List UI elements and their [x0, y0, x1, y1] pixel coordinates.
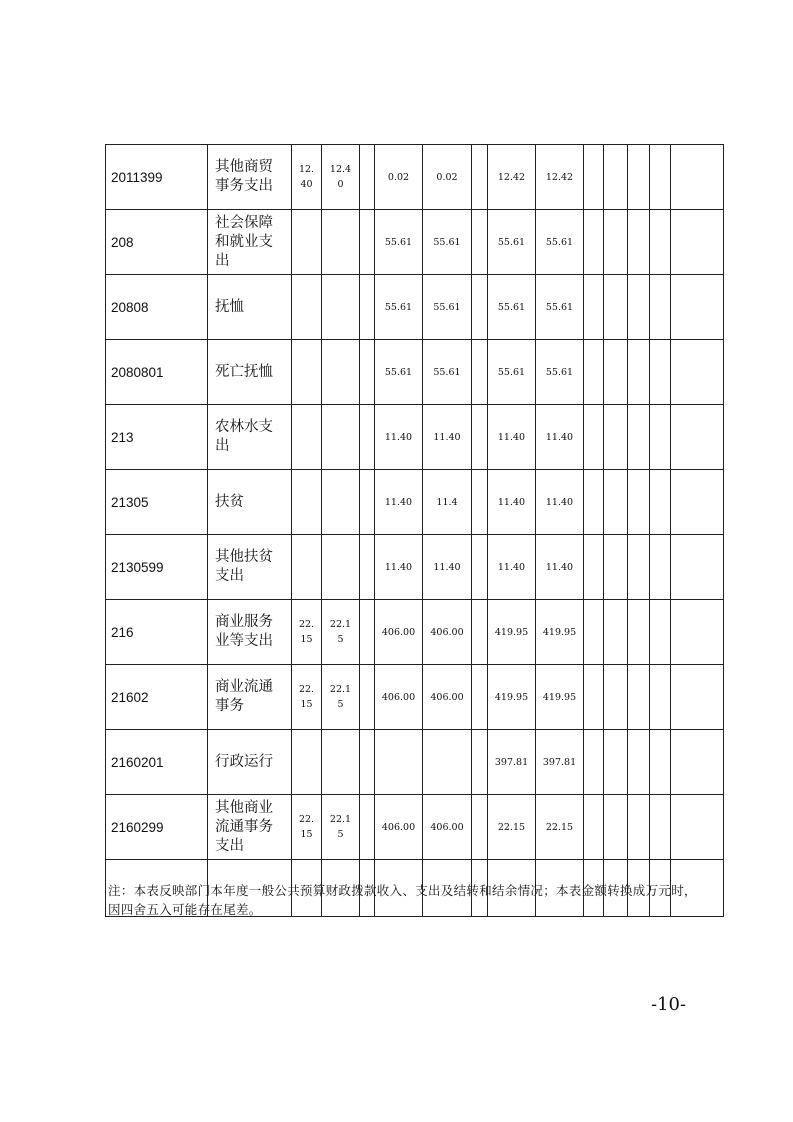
name-cell: 社会保障 和就业支 出	[208, 210, 292, 275]
value-cell: 406.00	[423, 795, 472, 860]
empty-cell	[650, 665, 671, 730]
empty-cell	[628, 210, 650, 275]
value-cell: 406.00	[423, 600, 472, 665]
empty-cell	[671, 730, 724, 795]
empty-cell	[671, 535, 724, 600]
value-cell: 55.61	[536, 210, 584, 275]
empty-cell	[604, 665, 628, 730]
value-cell: 22. 15	[292, 665, 322, 730]
table-row	[106, 275, 724, 340]
empty-cell	[584, 210, 604, 275]
empty-cell	[671, 665, 724, 730]
table-row	[106, 600, 724, 665]
empty-cell	[628, 535, 650, 600]
empty-cell	[604, 340, 628, 405]
name-cell: 扶贫	[208, 470, 292, 535]
empty-cell	[584, 600, 604, 665]
empty-cell	[628, 275, 650, 340]
value-cell: 419.95	[488, 665, 536, 730]
value-cell: 11.40	[375, 535, 423, 600]
name-cell: 商业服务 业等支出	[208, 600, 292, 665]
value-cell: 11.40	[488, 470, 536, 535]
name-cell: 商业流通 事务	[208, 665, 292, 730]
empty-cell	[628, 340, 650, 405]
code-cell: 21305	[106, 470, 208, 535]
value-cell: 22. 15	[292, 795, 322, 860]
name-cell: 抚恤	[208, 275, 292, 340]
value-cell	[360, 535, 375, 600]
value-cell: 406.00	[375, 600, 423, 665]
value-cell: 22.1 5	[322, 665, 360, 730]
value-cell	[360, 340, 375, 405]
empty-cell	[628, 665, 650, 730]
value-cell: 397.81	[488, 730, 536, 795]
value-cell: 406.00	[423, 665, 472, 730]
empty-cell	[584, 665, 604, 730]
table-row	[106, 145, 724, 210]
value-cell: 0.02	[423, 145, 472, 210]
value-cell	[360, 600, 375, 665]
value-cell: 55.61	[375, 340, 423, 405]
value-cell: 406.00	[375, 795, 423, 860]
value-cell	[322, 340, 360, 405]
empty-cell	[650, 795, 671, 860]
empty-cell	[650, 535, 671, 600]
table-row	[106, 340, 724, 405]
value-cell: 419.95	[536, 665, 584, 730]
empty-cell	[584, 795, 604, 860]
value-cell: 406.00	[375, 665, 423, 730]
value-cell	[472, 665, 488, 730]
value-cell: 55.61	[488, 210, 536, 275]
name-cell: 其他商业 流通事务 支出	[208, 795, 292, 860]
empty-cell	[671, 275, 724, 340]
empty-cell	[671, 145, 724, 210]
value-cell	[472, 795, 488, 860]
code-cell: 2160201	[106, 730, 208, 795]
empty-cell	[650, 600, 671, 665]
code-cell: 2160299	[106, 795, 208, 860]
empty-cell	[650, 145, 671, 210]
code-cell: 208	[106, 210, 208, 275]
empty-cell	[584, 340, 604, 405]
code-cell: 2011399	[106, 145, 208, 210]
value-cell: 55.61	[375, 210, 423, 275]
empty-cell	[650, 275, 671, 340]
value-cell: 55.61	[423, 210, 472, 275]
empty-cell	[628, 470, 650, 535]
name-cell: 其他扶贫 支出	[208, 535, 292, 600]
budget-table	[105, 144, 724, 917]
empty-cell	[650, 210, 671, 275]
empty-cell	[604, 535, 628, 600]
empty-cell	[604, 275, 628, 340]
table-row	[106, 210, 724, 275]
empty-cell	[628, 405, 650, 470]
value-cell	[322, 405, 360, 470]
value-cell	[375, 730, 423, 795]
empty-cell	[584, 470, 604, 535]
value-cell: 55.61	[488, 340, 536, 405]
value-cell: 11.40	[423, 535, 472, 600]
value-cell	[292, 275, 322, 340]
value-cell	[322, 210, 360, 275]
value-cell	[292, 470, 322, 535]
value-cell	[360, 145, 375, 210]
value-cell	[472, 730, 488, 795]
value-cell	[472, 600, 488, 665]
value-cell: 11.40	[536, 535, 584, 600]
empty-cell	[604, 795, 628, 860]
empty-cell	[584, 535, 604, 600]
table-row	[106, 665, 724, 730]
value-cell	[472, 275, 488, 340]
code-cell: 2080801	[106, 340, 208, 405]
value-cell: 11.40	[375, 470, 423, 535]
value-cell: 55.61	[536, 275, 584, 340]
empty-cell	[604, 470, 628, 535]
value-cell	[472, 210, 488, 275]
value-cell	[472, 470, 488, 535]
value-cell	[292, 405, 322, 470]
value-cell	[322, 730, 360, 795]
empty-cell	[604, 405, 628, 470]
value-cell	[322, 470, 360, 535]
value-cell	[322, 275, 360, 340]
value-cell	[472, 535, 488, 600]
code-cell: 20808	[106, 275, 208, 340]
code-cell: 216	[106, 600, 208, 665]
code-cell: 2130599	[106, 535, 208, 600]
value-cell	[360, 405, 375, 470]
table-row	[106, 795, 724, 860]
empty-cell	[628, 600, 650, 665]
value-cell	[472, 405, 488, 470]
value-cell	[360, 795, 375, 860]
empty-cell	[671, 340, 724, 405]
value-cell: 11.4	[423, 470, 472, 535]
value-cell: 12.42	[488, 145, 536, 210]
value-cell: 0.02	[375, 145, 423, 210]
value-cell: 22. 15	[292, 600, 322, 665]
name-cell: 行政运行	[208, 730, 292, 795]
empty-cell	[671, 470, 724, 535]
value-cell: 419.95	[488, 600, 536, 665]
value-cell: 11.40	[536, 470, 584, 535]
empty-cell	[671, 600, 724, 665]
empty-cell	[650, 470, 671, 535]
page-number: -10-	[651, 994, 687, 1015]
empty-cell	[584, 730, 604, 795]
empty-cell	[604, 600, 628, 665]
value-cell	[360, 275, 375, 340]
empty-cell	[671, 210, 724, 275]
value-cell: 419.95	[536, 600, 584, 665]
empty-cell	[628, 795, 650, 860]
value-cell	[423, 730, 472, 795]
empty-cell	[584, 405, 604, 470]
empty-cell	[604, 210, 628, 275]
value-cell: 55.61	[423, 275, 472, 340]
empty-cell	[628, 145, 650, 210]
table-row	[106, 405, 724, 470]
value-cell: 55.61	[488, 275, 536, 340]
empty-cell	[650, 340, 671, 405]
value-cell: 12.4 0	[322, 145, 360, 210]
value-cell: 22.1 5	[322, 795, 360, 860]
empty-cell	[584, 275, 604, 340]
value-cell	[472, 340, 488, 405]
value-cell	[360, 470, 375, 535]
value-cell: 22.15	[536, 795, 584, 860]
empty-cell	[650, 730, 671, 795]
value-cell: 55.61	[536, 340, 584, 405]
value-cell	[292, 535, 322, 600]
empty-cell	[604, 730, 628, 795]
table-row	[106, 535, 724, 600]
value-cell	[292, 340, 322, 405]
table-row	[106, 730, 724, 795]
name-cell: 农林水支 出	[208, 405, 292, 470]
table-footnote: 注：本表反映部门本年度一般公共预算财政拨款收入、支出及结转和结余情况；本表金额转换成万元时，因四舍五入可能存在尾差。	[108, 883, 697, 917]
name-cell: 死亡抚恤	[208, 340, 292, 405]
value-cell: 12.42	[536, 145, 584, 210]
value-cell	[360, 665, 375, 730]
value-cell: 12. 40	[292, 145, 322, 210]
value-cell	[322, 535, 360, 600]
name-cell: 其他商贸 事务支出	[208, 145, 292, 210]
code-cell: 213	[106, 405, 208, 470]
value-cell: 11.40	[423, 405, 472, 470]
value-cell	[292, 730, 322, 795]
value-cell	[292, 210, 322, 275]
empty-cell	[650, 405, 671, 470]
table-row	[106, 470, 724, 535]
value-cell: 11.40	[536, 405, 584, 470]
empty-cell	[584, 145, 604, 210]
empty-cell	[671, 405, 724, 470]
value-cell: 11.40	[488, 535, 536, 600]
value-cell	[360, 730, 375, 795]
value-cell: 22.1 5	[322, 600, 360, 665]
empty-cell	[671, 795, 724, 860]
empty-cell	[604, 145, 628, 210]
value-cell: 11.40	[375, 405, 423, 470]
value-cell: 55.61	[375, 275, 423, 340]
code-cell: 21602	[106, 665, 208, 730]
value-cell: 11.40	[488, 405, 536, 470]
empty-cell	[628, 730, 650, 795]
value-cell: 55.61	[423, 340, 472, 405]
value-cell: 22.15	[488, 795, 536, 860]
value-cell	[472, 145, 488, 210]
value-cell: 397.81	[536, 730, 584, 795]
value-cell	[360, 210, 375, 275]
